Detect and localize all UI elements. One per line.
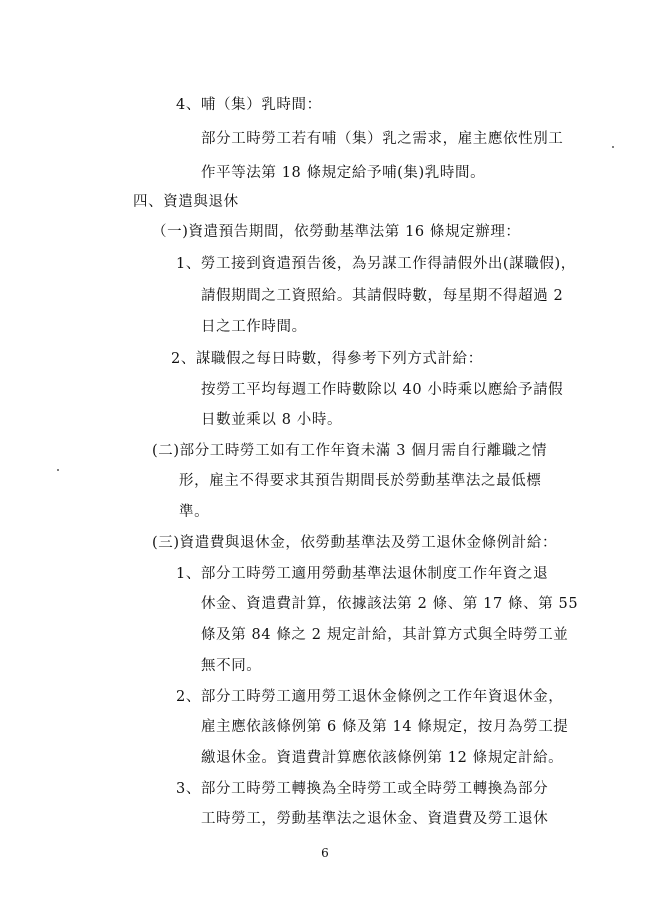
paragraph-line: 1、部分工時勞工適用勞動基準法退休制度工作年資之退	[176, 566, 549, 582]
paragraph-line: 請假期間之工資照給。其請假時數，每星期不得超過 2	[201, 288, 564, 304]
paragraph-line: 工時勞工，勞動基準法之退休金、資遣費及勞工退休	[201, 811, 549, 827]
paragraph-line: 準。	[179, 504, 210, 520]
subsection-heading: （一)資遣預告期間，依勞動基準法第 16 條規定辦理：	[152, 224, 521, 240]
paragraph-line: 按勞工平均每週工作時數除以 40 小時乘以應給予請假	[201, 382, 564, 398]
scan-speck	[57, 469, 59, 471]
paragraph-line: 條及第 84 條之 2 規定計給，其計算方式與全時勞工並	[201, 627, 569, 643]
paragraph-line: 3、部分工時勞工轉換為全時勞工或全時勞工轉換為部分	[176, 781, 549, 797]
scan-speck	[612, 146, 614, 148]
subsection-heading: (二)部分工時勞工如有工作年資未滿 3 個月需自行離職之情	[152, 443, 548, 459]
paragraph-line: 部分工時勞工若有哺（集）乳之需求，雇主應依性別工	[201, 131, 564, 147]
section-heading: 四、資遣與退休	[133, 194, 239, 210]
paragraph-line: 形，雇主不得要求其預告期間長於勞動基準法之最低標	[179, 473, 542, 489]
paragraph-line: 作平等法第 18 條規定給予哺(集)乳時間。	[201, 165, 486, 181]
paragraph-line: 日數並乘以 8 小時。	[201, 412, 343, 428]
paragraph-line: 無不同。	[201, 658, 262, 674]
paragraph-line: 休金、資遣費計算，依據該法第 2 條、第 17 條、第 55	[201, 596, 579, 612]
paragraph-line: 2、部分工時勞工適用勞工退休金條例之工作年資退休金，	[176, 689, 564, 705]
paragraph-line: 1、勞工接到資遣預告後，為另謀工作得請假外出(謀職假)，	[176, 256, 576, 272]
page-number: 6	[321, 846, 329, 860]
paragraph-line: 繳退休金。資遣費計算應依該條例第 12 條規定計給。	[201, 750, 564, 766]
paragraph-line: 2、謀職假之每日時數，得參考下列方式計給：	[171, 351, 483, 367]
paragraph-line: 雇主應依該條例第 6 條及第 14 條規定，按月為勞工提	[201, 719, 569, 735]
paragraph-line: 日之工作時間。	[201, 319, 307, 335]
subsection-heading: (三)資遣費與退休金，依勞動基準法及勞工退休金條例計給：	[152, 535, 558, 551]
subsection-heading: 4、哺（集）乳時間：	[176, 97, 322, 113]
